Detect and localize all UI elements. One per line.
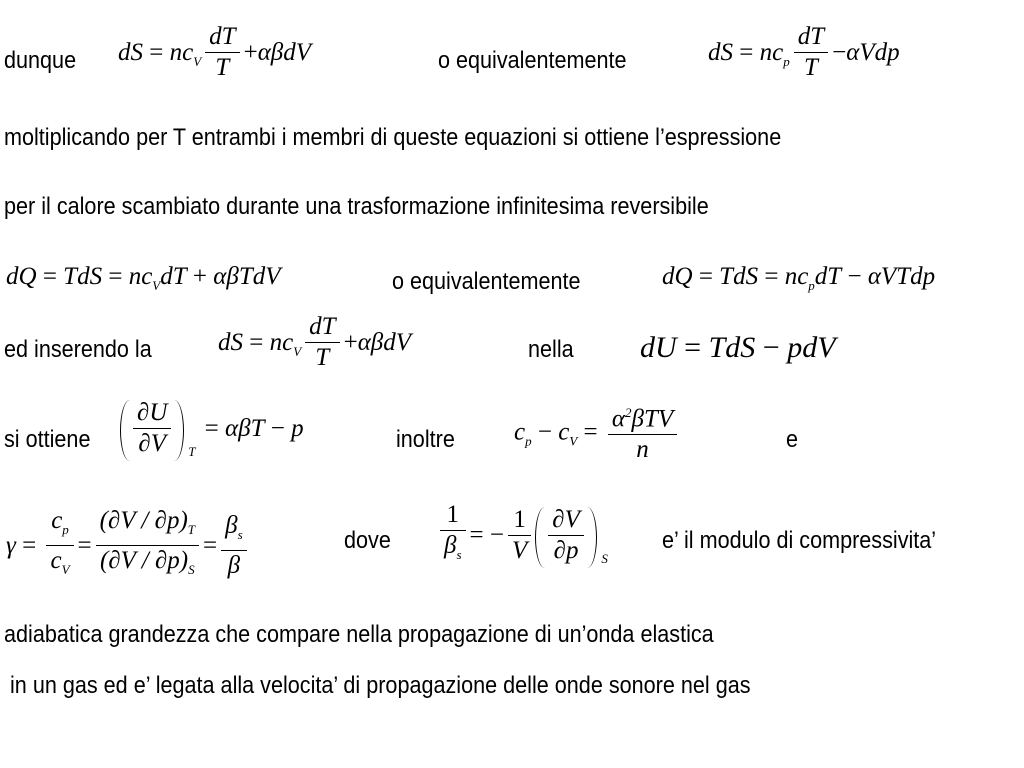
text-nella: nella bbox=[528, 336, 574, 363]
text-dove: dove bbox=[344, 527, 391, 554]
equation-gamma: γ = $\frac{c_p}{c_V}$ = $\frac{(\partial V / \partial p)_T}{(\partial V / \partial p)_S}$ = $\frac{\beta_s}{\beta}$ bbox=[6, 508, 251, 587]
equation-du-dv: $\frac{\partial U}{\partial V}$ T = αβT − p bbox=[120, 400, 304, 461]
text-inoltre: inoltre bbox=[396, 426, 455, 453]
equation-ds-cp: dS = $nc_p$ $\frac{dT}{T}$ −αVdp bbox=[708, 23, 900, 81]
equation-ds-cv-2: dS = $nc_V$ $\frac{dT}{T}$ +αβdV bbox=[218, 313, 412, 371]
text-e: e bbox=[786, 426, 799, 453]
text-in-un-gas: in un gas ed e’ legata alla velocita’ di propagazione delle onde sonore nel gas bbox=[10, 672, 751, 699]
text-modulo: e’ il modulo di compressivita’ bbox=[662, 527, 937, 554]
text-si-ottiene: si ottiene bbox=[4, 426, 91, 453]
text-moltiplicando: moltiplicando per T entrambi i membri di queste equazioni si ottiene l’espressione bbox=[4, 124, 782, 151]
equation-dq-cp: dQ = TdS = $nc_pdT$ − αVTdp bbox=[662, 263, 936, 293]
equation-beta-s: $\frac{1}{\beta_s}$ = − $\frac{1}{V}$ $\frac{\partial V}{\partial p}$ S bbox=[436, 502, 597, 572]
text-adiabatica: adiabatica grandezza che compare nella propagazione di un’onda elastica bbox=[4, 621, 714, 648]
equation-cp-cv: $c_p - c_V$ = $\frac{\alpha^2\beta TV}{n}$ bbox=[514, 400, 681, 467]
equation-ds-cv: dS = $nc_V$ $\frac{dT}{T}$ +αβdV bbox=[118, 23, 312, 81]
text-per-il-calore: per il calore scambiato durante una trasformazione infinitesima reversibile bbox=[4, 193, 709, 220]
equation-dq-cv: dQ = TdS = $nc_VdT + \alpha\beta TdV$ bbox=[6, 263, 281, 293]
text-ed-inserendo: ed inserendo la bbox=[4, 336, 152, 363]
text-dunque: dunque bbox=[4, 47, 77, 74]
text-o-equivalentemente-1: o equivalentemente bbox=[438, 47, 627, 74]
equation-du: dU = TdS − pdV bbox=[640, 331, 836, 364]
text-o-equivalentemente-2: o equivalentemente bbox=[392, 268, 581, 295]
